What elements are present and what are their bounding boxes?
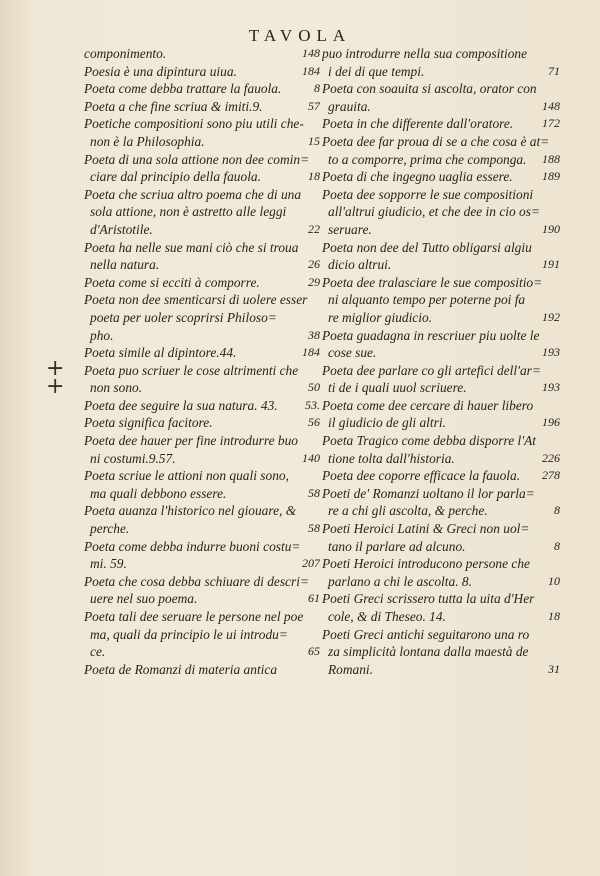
page-number: 18 [308, 169, 320, 184]
page-number: 8 [554, 503, 560, 518]
entry-text: Poeta scriue le attioni non quali sono, [84, 468, 289, 484]
page-number: 38 [308, 327, 320, 342]
page-number: 188 [542, 151, 560, 166]
page-number: 172 [542, 116, 560, 131]
index-entry [84, 538, 320, 573]
entry-text-continued: 71 i dei di que tempi. [328, 63, 560, 79]
entry-text: 278 Poeta dee coporre efficace la fauola. [322, 468, 560, 484]
entry-text-continued: sola attione, non è astretto alle leggi [90, 204, 287, 220]
margin-cross-mark: + [46, 356, 65, 381]
page-number: 58 [308, 521, 320, 536]
entry-text-continued: 192 re miglior giudicio. [328, 309, 560, 325]
entry-text: Poeta dee sopporre le sue compositioni [322, 186, 534, 202]
entry-text-continued: ma, quali da principio le ui introdu= [90, 626, 288, 642]
page-number: 148 [542, 98, 560, 113]
entry-text: 8 Poeta come debba trattare la fauola. [84, 81, 320, 97]
entry-text-continued: 10 parlano a chi le ascolta. 8. [328, 573, 560, 589]
entry-text: Poeti Heroici Latini & Greci non uol= [322, 521, 530, 537]
entry-text-continued: 196 il giudicio de gli altri. [328, 415, 560, 431]
index-entry [84, 115, 320, 150]
page-number: 184 [302, 63, 320, 78]
index-entry [84, 151, 320, 186]
index-entry [322, 239, 560, 274]
entry-text-continued: 207 mi. 59. [90, 556, 320, 572]
index-entry [322, 168, 560, 186]
index-entry [322, 626, 560, 679]
index-entry [84, 186, 320, 239]
index-entry [322, 397, 560, 432]
page-number: 196 [542, 415, 560, 430]
page-number: 57 [308, 98, 320, 113]
page-number: 226 [542, 450, 560, 465]
index-entry [322, 327, 560, 362]
entry-text-continued: 50 non sono. [90, 380, 320, 396]
index-entry [84, 414, 320, 432]
index-entry [322, 362, 560, 397]
index-entry [322, 520, 560, 555]
index-entry [84, 573, 320, 608]
entry-text-continued: ni alquanto tempo per poterne poi fa [328, 292, 526, 308]
entry-text: 29 Poeta come si ecciti à comporre. [84, 274, 320, 290]
entry-text: Poeta come dee cercare di hauer libero [322, 397, 534, 413]
index-entry [84, 63, 320, 81]
page-number: 140 [302, 450, 320, 465]
page-number: 18 [548, 609, 560, 623]
index-entry [322, 274, 560, 327]
entry-text: Poeti Heroici introducono persone che [322, 556, 530, 572]
entry-text: Poeta tali dee seruare le persone nel poe [84, 609, 304, 624]
index-entry [84, 291, 320, 344]
entry-text: Poeta non dee smenticarsi di uolere esser [84, 292, 308, 308]
index-entry [322, 467, 560, 485]
entry-text-continued: 26 nella natura. [90, 257, 320, 273]
entry-text-continued: 15 non è la Philosophia. [90, 133, 320, 149]
entry-text: 56 Poeta significa facitore. [84, 415, 320, 431]
entry-text: 57 Poeta a che fine scriua & imiti.9. [84, 98, 320, 114]
entry-text-continued: 148 grauita. [328, 98, 560, 114]
index-entry [84, 362, 320, 397]
index-entry [322, 115, 560, 133]
entry-text: Poeta auanza l'historico nel giouare, & [84, 503, 297, 519]
page-number: 193 [542, 380, 560, 395]
entry-text-continued: za simplicità lontana dalla maestà de [328, 644, 529, 660]
entry-text: Poetiche compositioni sono piu utili che- [84, 116, 304, 132]
index-entry [322, 590, 560, 625]
entry-text: Poeti Greci scrissero tutta la uita d'Her [322, 591, 535, 607]
entry-text: Poeti Greci antichi seguitarono una ro [322, 626, 530, 642]
entry-text-continued: 226 tione tolta dall'historia. [328, 450, 560, 466]
entry-text: Poeta con soauita si ascolta, orator con [322, 81, 537, 97]
index-entry [322, 45, 560, 80]
entry-text: Poeta Tragico come debba disporre l'At [322, 433, 536, 449]
index-entry [84, 274, 320, 292]
index-entry [322, 133, 560, 168]
entry-text-continued: all'altrui giudicio, et che dee in cio os= [328, 204, 540, 220]
entry-text-continued: 193 cose sue. [328, 345, 560, 361]
margin-cross-mark: + [46, 374, 65, 399]
page-number: 184 [302, 345, 320, 360]
index-entry [322, 485, 560, 520]
page-number: 50 [308, 380, 320, 395]
page-number: 207 [302, 556, 320, 571]
entry-text: 189 Poeta di che ingegno uaglia essere. [322, 169, 560, 185]
index-entry [84, 467, 320, 502]
entry-text: Poeta dee hauer per fine introdurre buo [84, 433, 298, 449]
entry-text: Poeti de' Romanzi uoltano il lor parla= [322, 485, 535, 501]
index-entry [322, 80, 560, 115]
page-number: 29 [308, 274, 320, 289]
entry-text-continued: 22 d'Aristotile. [90, 221, 320, 237]
index-entry [84, 45, 320, 63]
index-entry [84, 608, 320, 661]
page-number: 61 [308, 591, 320, 606]
entry-text: 172 Poeta in che differente dall'oratore. [322, 116, 560, 132]
page-number: 148 [302, 46, 320, 60]
entry-text: Poeta ha nelle sue mani ciò che si troua [84, 239, 299, 255]
entry-text: 184 Poeta simile al dipintore.44. [84, 345, 320, 361]
page-number: 31 [548, 661, 560, 676]
index-entry [322, 432, 560, 467]
entry-text-continued: 18 ciare dal principio della fauola. [90, 169, 320, 185]
index-entry [322, 555, 560, 590]
index-column-left [84, 45, 320, 678]
entry-text-continued: 31 Romani. [328, 661, 560, 677]
page-number: 15 [308, 133, 320, 148]
entry-text-continued: 58 ma quali debbono essere. [90, 485, 320, 501]
index-entry [84, 98, 320, 116]
page-number: 193 [542, 345, 560, 360]
entry-text: 184 Poesia è una dipintura uiua. [84, 63, 320, 79]
entry-text: Poeta dee parlare co gli artefici dell'ar= [322, 362, 541, 378]
page-number: 192 [542, 309, 560, 324]
entry-text-continued: 8 re a chi gli ascolta, & perche. [328, 503, 560, 519]
entry-text-continued: poeta per uoler scoprirsi Philoso= [90, 309, 277, 325]
page-number: 190 [542, 221, 560, 236]
entry-text: Poeta non dee del Tutto obligarsi algiu [322, 239, 532, 255]
entry-text-continued: 191 dicio altrui. [328, 257, 560, 273]
page-number: 191 [542, 257, 560, 272]
entry-text: Poeta come debba indurre buoni costu= [84, 538, 301, 554]
entry-text-continued: 140 ni costumi.9.57. [90, 450, 320, 466]
index-entry [322, 186, 560, 239]
index-entry [84, 344, 320, 362]
entry-text-continued: 188 to a comporre, prima che componga. [328, 151, 560, 167]
page-number: 53. [305, 397, 320, 412]
page-number: 278 [542, 468, 560, 483]
page-number: 10 [548, 573, 560, 588]
entry-text-continued: 65 ce. [90, 644, 320, 660]
entry-text: Poeta che scriua altro poema che di una [84, 186, 302, 202]
entry-text-continued: 58 perche. [90, 521, 320, 537]
page-number: 8 [314, 81, 320, 96]
entry-text-continued: 38 pho. [90, 327, 320, 343]
page-number: 26 [308, 257, 320, 272]
index-entry [84, 432, 320, 467]
page-number: 65 [308, 644, 320, 659]
index-entry [84, 239, 320, 274]
index-entry [84, 80, 320, 98]
page-title: TAVOLA [248, 26, 352, 45]
entry-text-continued: 18 cole, & di Theseo. 14. [328, 609, 560, 624]
page-number: 22 [308, 221, 320, 236]
entry-text: Poeta che cosa debba schiuare di descri= [84, 573, 309, 589]
entry-text: Poeta guadagna in rescriuer piu uolte le [322, 327, 540, 343]
index-entry [84, 397, 320, 415]
page-number: 56 [308, 415, 320, 430]
index-entry [84, 502, 320, 537]
entry-text: Poeta dee tralasciare le sue compositio= [322, 274, 543, 290]
entry-text-continued: 190 seruare. [328, 221, 560, 237]
entry-text-continued: 61 uere nel suo poema. [90, 591, 320, 607]
entry-text: puo introdurre nella sua compositione [322, 46, 528, 61]
index-column-right [322, 45, 560, 678]
entry-text: Poeta dee far proua di se a che cosa è at= [322, 133, 550, 149]
entry-text: 148 componimento. [84, 46, 320, 61]
page-number: 71 [548, 63, 560, 78]
entry-text: Poeta puo scriuer le cose altrimenti che [84, 362, 299, 378]
entry-text: Poeta de Romanzi di materia antica [84, 661, 278, 677]
entry-text-continued: 8 tano il parlare ad alcuno. [328, 538, 560, 554]
index-entry [84, 661, 320, 679]
page-number: 8 [554, 538, 560, 553]
entry-text: 53. Poeta dee seguire la sua natura. 43. [84, 397, 320, 413]
entry-text-continued: 193 ti de i quali uuol scriuere. [328, 380, 560, 396]
page-number: 58 [308, 485, 320, 500]
page-number: 189 [542, 169, 560, 184]
entry-text: Poeta di una sola attione non dee comin= [84, 151, 310, 167]
